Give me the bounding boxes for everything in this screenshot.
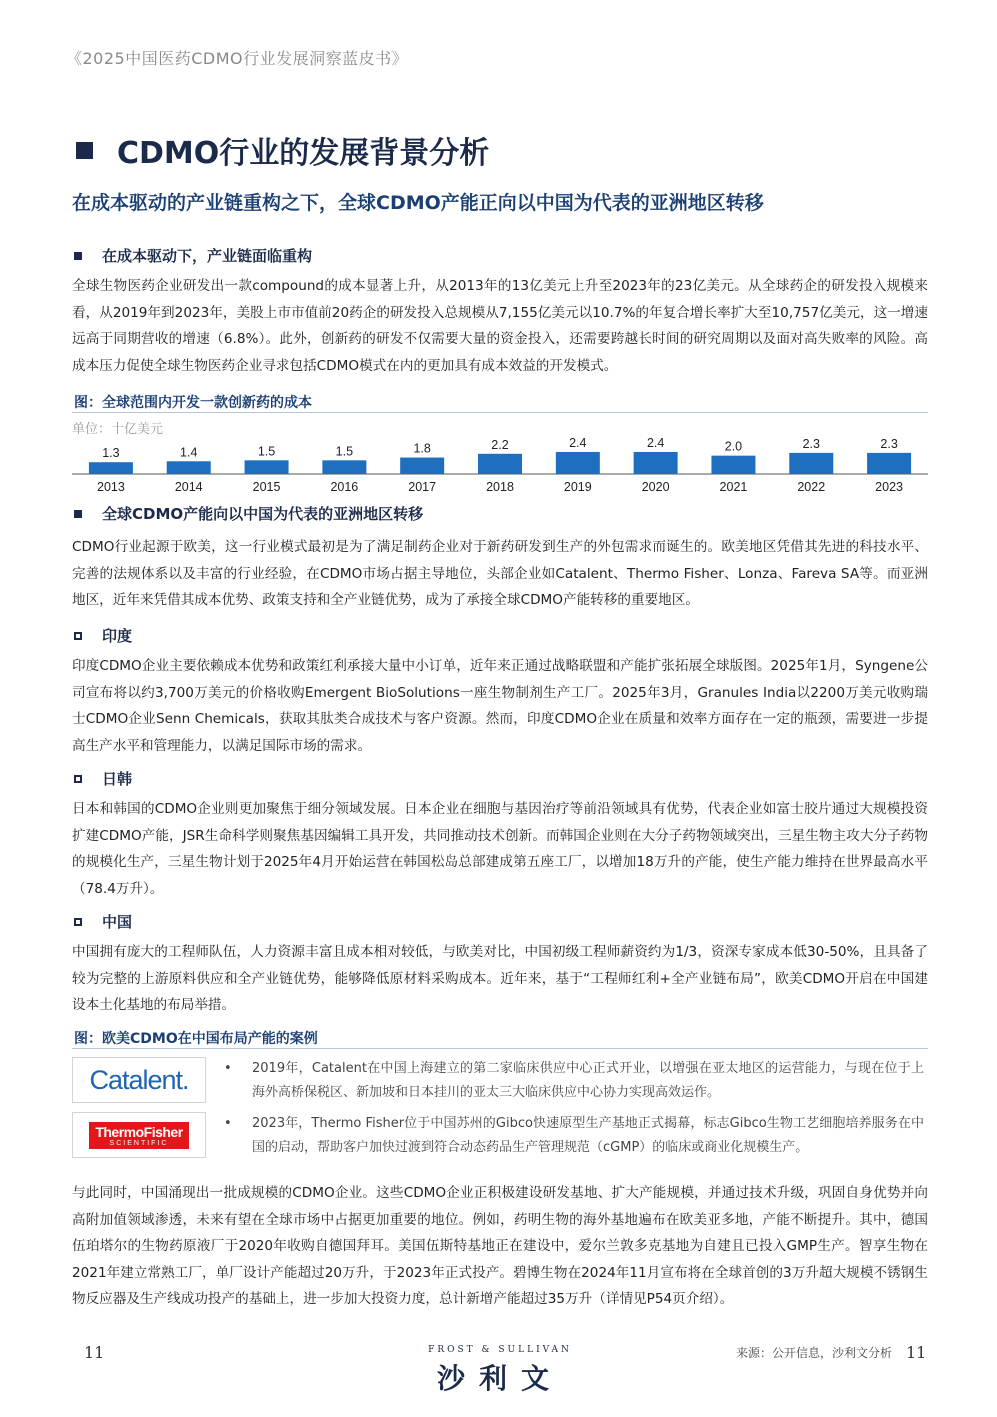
x-tick-label-2020: 2020 xyxy=(641,480,670,494)
data-label-2022: 2.3 xyxy=(802,436,820,451)
data-label-2016: 1.5 xyxy=(335,444,354,459)
footer-source: 来源：公开信息，沙利文分析 xyxy=(736,1346,893,1360)
bar-2022 xyxy=(789,453,833,474)
section-title-square-icon xyxy=(76,142,93,159)
case-text-thermo-fisher: 2023年，Thermo Fisher位于中国苏州的Gibco快速原型生产基地正式揭幕，标志Gibco生物工艺细胞培养服务在中国的启动，帮助客户加快过渡到符合动态药品生产管理规范（cGMP）的临床或商业化规模生产。 xyxy=(252,1116,924,1155)
hollow-square-bullet-icon xyxy=(74,632,82,640)
india-paragraph: 印度CDMO企业主要依赖成本优势和政策红利承接大量中小订单，近年来正通过战略联盟和产能扩张拓展全球版图。2025年1月，Syngene公司宣布将以约3,700万美元的价格收购Emergent BioSolutions一座生物制剂生产工厂。2025年3月，Granules India以2200万美元收购瑞士CDMO企业Senn Chemicals，获取其肽类合成技术与客户资源。然而，印度CDMO企业在质量和效率方面存在一定的瓶颈，需要进一步提高生产水平和管理能力，以满足国际市场的需求。 xyxy=(72,658,928,754)
china-heading xyxy=(74,911,132,932)
document-header-title: 《2025中国医药CDMO行业发展洞察蓝皮书》 xyxy=(66,49,409,68)
block2-paragraph: CDMO行业起源于欧美，这一行业模式最初是为了满足制药企业对于新药研发到生产的外包需求而诞生的。欧美地区凭借其先进的科技水平、完善的法规体系以及丰富的行业经验，在CDMO市场占据主导地位，头部企业如Catalent、Thermo Fisher、Lonza、Fareva SA等。而亚洲地区，近年来凭借其成本优势、政策支持和全产业链优势，成为了承接全球CDMO产能转移的重要地区。 xyxy=(72,539,928,608)
x-tick-label-2019: 2019 xyxy=(563,480,592,494)
bar-2020 xyxy=(634,452,678,474)
thermo-fisher-logo-text: ThermoFisher xyxy=(95,1123,183,1140)
x-tick-label-2023: 2023 xyxy=(875,480,903,494)
data-label-2021: 2.0 xyxy=(724,439,743,454)
section-title: CDMO行业的发展背景分析 xyxy=(117,136,490,171)
figure1-rule xyxy=(72,412,928,413)
case-bullet-icon: • xyxy=(224,1061,232,1076)
x-tick-label-2018: 2018 xyxy=(486,480,514,494)
data-label-2014: 1.4 xyxy=(180,445,198,460)
japan-korea-heading xyxy=(74,768,132,789)
block1-heading xyxy=(74,245,312,266)
x-tick-label-2022: 2022 xyxy=(797,480,826,494)
case-item-catalent xyxy=(224,1057,924,1105)
hollow-square-bullet-icon xyxy=(74,775,82,783)
bar-2023 xyxy=(867,453,911,474)
bar-2015 xyxy=(245,460,289,474)
section-subtitle: 在成本驱动的产业链重构之下，全球CDMO产能正向以中国为代表的亚洲地区转移 xyxy=(72,192,764,214)
page-number-left: 11 xyxy=(84,1343,105,1362)
x-tick-label-2021: 2021 xyxy=(719,480,748,494)
cost-bar-chart xyxy=(72,428,928,500)
bar-2016 xyxy=(322,460,366,474)
thermo-fisher-logo-badge xyxy=(89,1122,188,1149)
chart-unit-label: 单位：十亿美元 xyxy=(72,422,164,437)
catalent-logo xyxy=(72,1057,206,1103)
case-text-catalent: 2019年，Catalent在中国上海建立的第二家临床供应中心正式开业，以增强在亚太地区的运营能力，与现在位于上海外高桥保税区、新加坡和日本挂川的亚太三大临床供应中心协力实现高效运作。 xyxy=(252,1061,924,1100)
bar-2018 xyxy=(478,454,522,474)
data-label-2023: 2.3 xyxy=(880,436,898,451)
figure2-title: 图：欧美CDMO在中国布局产能的案例 xyxy=(74,1031,318,1047)
japan-korea-paragraph: 日本和韩国的CDMO企业则更加聚焦于细分领域发展。日本企业在细胞与基因治疗等前沿领域具有优势，代表企业如富士胶片通过大规模投资扩建CDMO产能，JSR生命科学则聚焦基因编辑工具开发，共同推动技术创新。而韩国企业则在大分子药物领域突出，三星生物主攻大分子药物的规模化生产，三星生物计划于2025年4月开始运营在韩国松岛总部建成第五座工厂，以增加18万升的产能，使生产能力维持在世界最高水平（78.4万升）。 xyxy=(72,801,928,897)
x-tick-label-2014: 2014 xyxy=(174,480,203,494)
bar-2013 xyxy=(89,462,133,474)
block2-heading xyxy=(74,503,423,524)
india-heading xyxy=(74,625,132,646)
section-title-row xyxy=(76,130,489,170)
data-label-2015: 1.5 xyxy=(257,444,276,459)
figure2-rule xyxy=(72,1048,928,1049)
case-item-thermo-fisher xyxy=(224,1112,924,1160)
bar-2017 xyxy=(400,458,444,474)
thermo-fisher-logo-subtext: SCIENTIFIC xyxy=(109,1139,169,1147)
filled-square-bullet-icon xyxy=(74,510,82,518)
x-tick-label-2016: 2016 xyxy=(330,480,359,494)
block1-heading-text: 在成本驱动下，产业链面临重构 xyxy=(102,247,313,265)
india-heading-text: 印度 xyxy=(102,627,133,645)
page-number-right: 11 xyxy=(906,1343,927,1362)
catalent-logo-text: Catalent. xyxy=(89,1064,189,1095)
thermo-fisher-logo xyxy=(72,1112,206,1158)
data-label-2017: 1.8 xyxy=(413,441,431,456)
block1-paragraph: 全球生物医药企业研发出一款compound的成本显著上升，从2013年的13亿美元上升至2023年的23亿美元。从全球药企的研发投入规模来看，从2019年到2023年，美股上市市值前20药企的研发投入总规模从7,155亿美元以10.7%的年复合增长率扩大至10,757亿美元，这一增速远高于同期营收的增速（6.8%）。此外，创新药的研发不仅需要大量的资金投入，还需要跨越长时间的研究周期以及面对高失败率的风险。高成本压力促使全球生物医药企业寻求包括CDMO模式在内的更加具有成本效益的开发模式。 xyxy=(72,278,928,374)
bar-2019 xyxy=(556,452,600,474)
x-tick-label-2015: 2015 xyxy=(252,480,281,494)
x-tick-label-2013: 2013 xyxy=(97,480,125,494)
china-paragraph: 中国拥有庞大的工程师队伍，人力资源丰富且成本相对较低，与欧美对比，中国初级工程师薪资约为1/3，资深专家成本低30-50%，且具备了较为完整的上游原料供应和全产业链优势，能够降低原材料采购成本。近年来，基于“工程师红利+全产业链布局”，欧美CDMO开启在中国建设本土化基地的布局举措。 xyxy=(72,944,928,1013)
bar-2014 xyxy=(167,461,211,474)
bar-2021 xyxy=(711,456,755,474)
footer-brand-cn: 沙利文 xyxy=(436,1362,563,1395)
data-label-2019: 2.4 xyxy=(569,435,587,450)
china-heading-text: 中国 xyxy=(102,913,133,931)
x-tick-label-2017: 2017 xyxy=(408,480,437,494)
data-label-2013: 1.3 xyxy=(102,446,120,461)
data-label-2020: 2.4 xyxy=(646,435,665,450)
block2-heading-text: 全球CDMO产能向以中国为代表的亚洲地区转移 xyxy=(102,505,424,523)
filled-square-bullet-icon xyxy=(74,252,82,260)
data-label-2018: 2.2 xyxy=(491,437,509,452)
closing-paragraph: 与此同时，中国涌现出一批成规模的CDMO企业。这些CDMO企业正积极建设研发基地、扩大产能规模，并通过技术升级，巩固自身优势并向高附加值领域渗透，未来有望在全球市场中占据更加重要的地位。例如，药明生物的海外基地遍布在欧美亚多地，产能不断提升。其中，德国伍珀塔尔的生物药原液厂于2020年收购自德国拜耳。美国伍斯特基地正在建设中，爱尔兰敦多克基地为自建且已投入GMP生产。智享生物在2021年建立常熟工厂，单厂设计产能超过20万升，于2023年正式投产。碧博生物在2024年11月宣布将在全球首创的3万升超大规模不锈钢生物反应器及生产线成功投产的基础上，进一步加大投资力度，总计新增产能超过35万升（详情见P54页介绍）。 xyxy=(72,1185,928,1307)
case-bullet-icon: • xyxy=(224,1116,232,1131)
figure1-title: 图：全球范围内开发一款创新药的成本 xyxy=(74,395,312,411)
footer-brand-en: FROST & SULLIVAN xyxy=(428,1345,572,1355)
hollow-square-bullet-icon xyxy=(74,918,82,926)
japan-korea-heading-text: 日韩 xyxy=(102,770,133,788)
